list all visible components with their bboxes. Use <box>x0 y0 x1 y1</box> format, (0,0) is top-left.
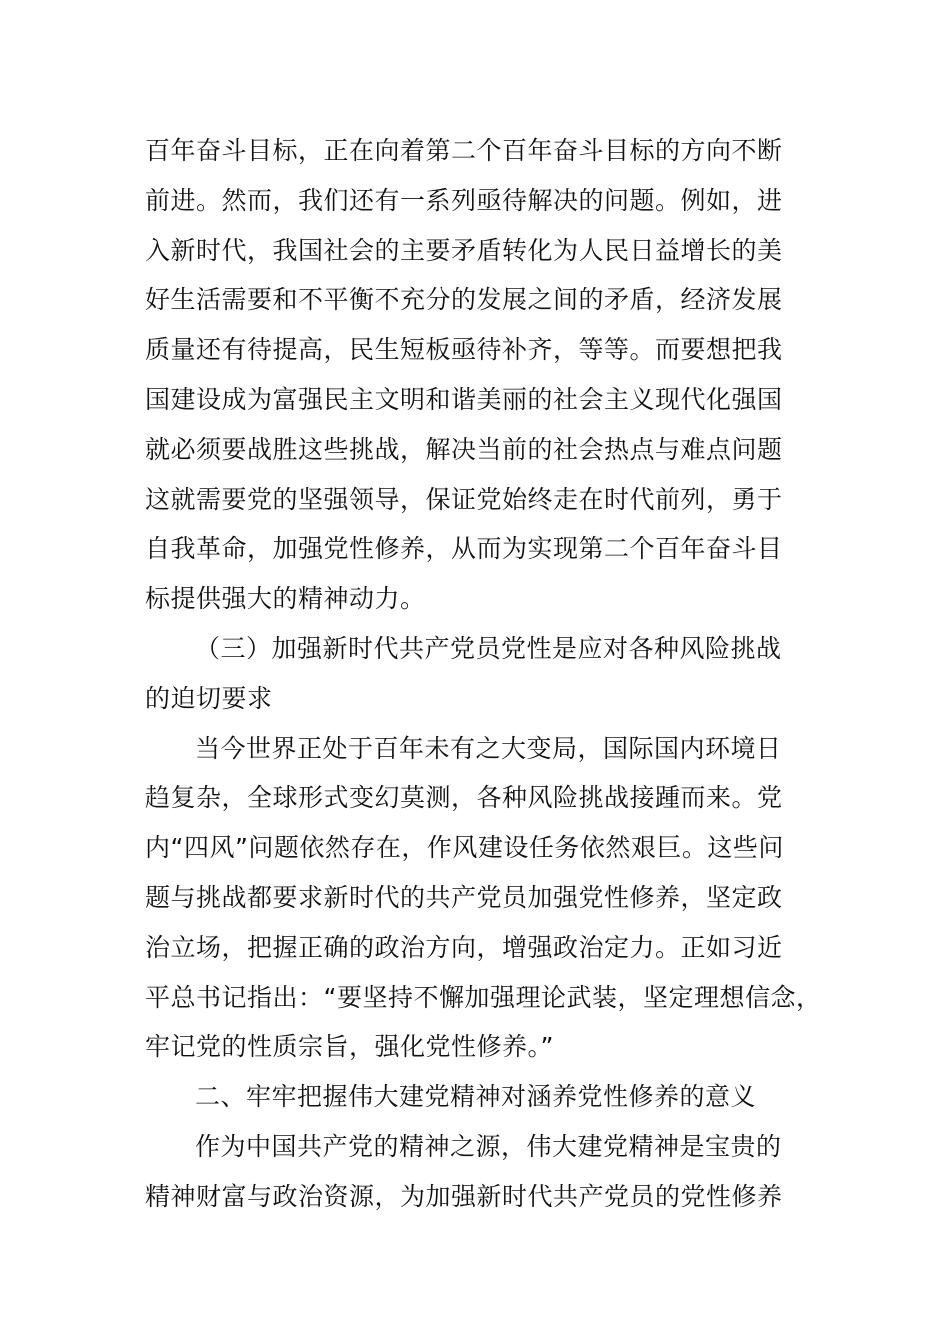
text-line: 就必须要战胜这些挑战，解决当前的社会热点与难点问题 <box>145 434 783 464</box>
text-line: 题与挑战都要求新时代的共产党员加强党性修养，坚定政 <box>145 882 783 912</box>
text-line: 内“四风”问题依然存在，作风建设任务依然艰巨。这些问 <box>145 833 784 863</box>
text-line: 这就需要党的坚强领导，保证党始终走在时代前列，勇于 <box>145 484 783 514</box>
chapter-heading-line: 二、牢牢把握伟大建党精神对涵养党性修养的意义 <box>195 1082 757 1112</box>
text-line: 标提供强大的精神动力。 <box>145 584 426 614</box>
document-body <box>145 126 845 1222</box>
section-heading-line: （三）加强新时代共产党员党性是应对各种风险挑战 <box>195 633 782 663</box>
text-line: 国建设成为富强民主文明和谐美丽的社会主义现代化强国 <box>145 384 783 414</box>
text-line: 当今世界正处于百年未有之大变局，国际国内环境日 <box>195 733 782 763</box>
text-line: 平总书记指出：“要坚持不懈加强理论武装，坚定理想信念， <box>145 982 822 1012</box>
text-line: 趋复杂，全球形式变幻莫测，各种风险挑战接踵而来。党 <box>145 783 783 813</box>
text-line: 入新时代，我国社会的主要矛盾转化为人民日益增长的美 <box>145 235 783 265</box>
text-line: 前进。然而，我们还有一系列亟待解决的问题。例如，进 <box>145 185 783 215</box>
text-line: 治立场，把握正确的政治方向，增强政治定力。正如习近 <box>145 932 783 962</box>
text-line: 作为中国共产党的精神之源，伟大建党精神是宝贵的 <box>195 1131 782 1161</box>
text-line: 自我革命，加强党性修养，从而为实现第二个百年奋斗目 <box>145 534 783 564</box>
text-line: 质量还有待提高，民生短板亟待补齐，等等。而要想把我 <box>145 335 783 365</box>
text-line: 精神财富与政治资源，为加强新时代共产党员的党性修养 <box>145 1181 783 1211</box>
text-line: 牢记党的性质宗旨，强化党性修养。” <box>145 1032 554 1062</box>
section-heading-line: 的迫切要求 <box>145 683 273 713</box>
text-line: 百年奋斗目标，正在向着第二个百年奋斗目标的方向不断 <box>145 136 783 165</box>
text-line: 好生活需要和不平衡不充分的发展之间的矛盾，经济发展 <box>145 285 783 315</box>
